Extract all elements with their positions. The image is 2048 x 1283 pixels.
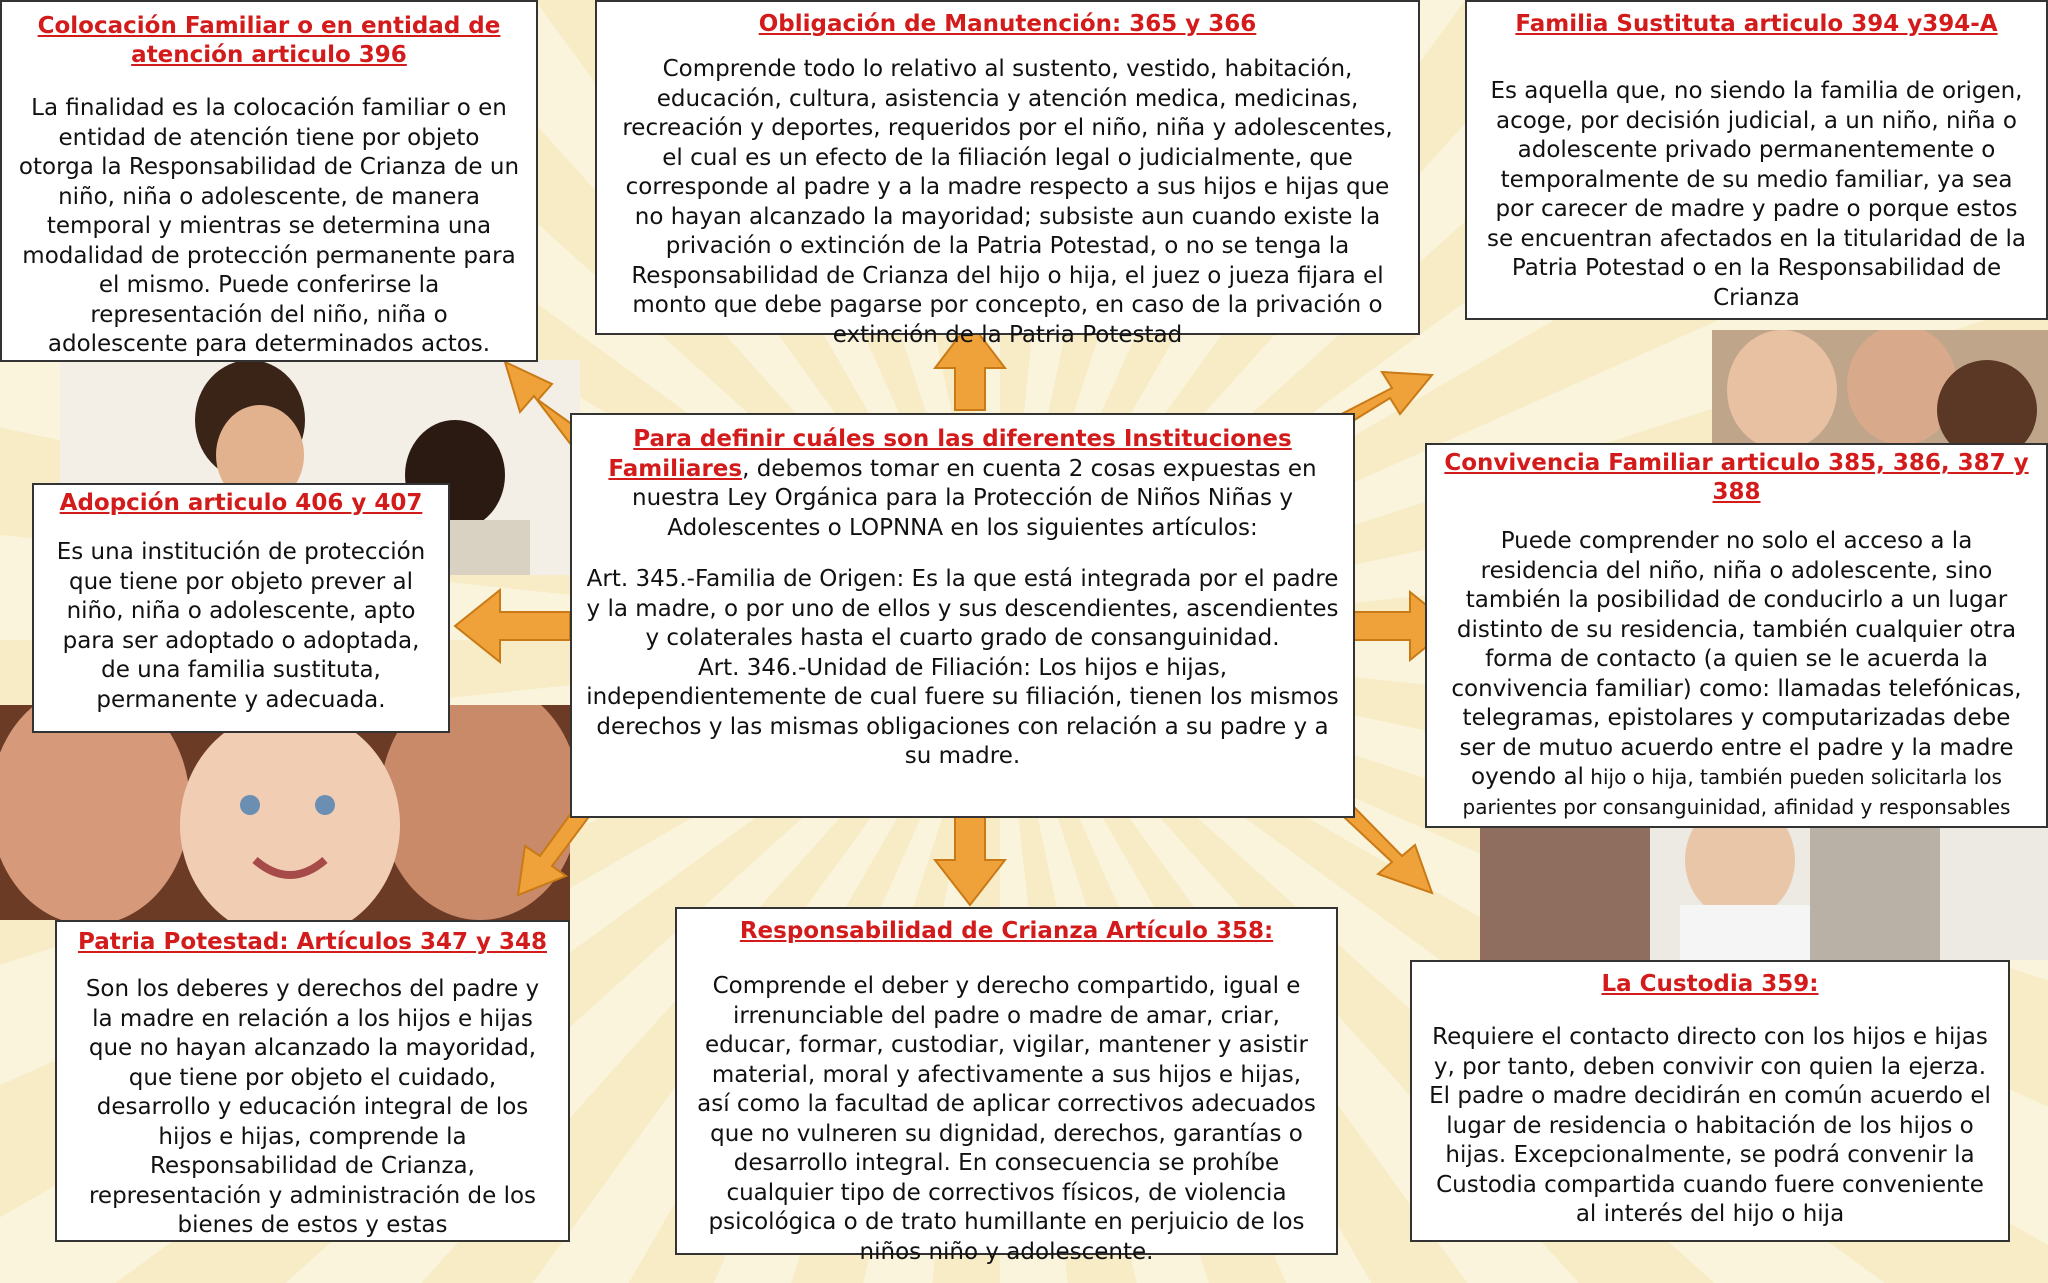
center-art346: Art. 346.-Unidad de Filiación: Los hijos e hijas, independientemente de cual fuere su filiación, tienen los mismos derechos y las mismas obligaciones con relación a su padre y a su madre. (586, 654, 1339, 769)
adopcion-box (32, 483, 450, 733)
adopcion-text: Es una institución de protección que tiene por objeto prever al niño, niña o adolescente, apto para ser adoptado o adoptada, de una familia sustituta, permanente y adecuada. (56, 539, 426, 713)
crianza-text: Comprende el deber y derecho compartido, igual e irrenunciable del padre o madre de amar, criar, educar, formar, custodiar, vigilar, mantener y asistir material, moral y afectivamente a sus hijos e hijas, así como la facultad de aplicar correctivos adecuados que no vulneren su dignidad, derechos, garantías o desarrollo integral. En consecuencia se prohíbe cualquier tipo de correctivos físicos, de violencia psicológica o de trato humillante en perjuicio de los niños niño y adolescente. (697, 973, 1316, 1265)
manutencion-text: Comprende todo lo relativo al sustento, vestido, habitación, educación, cultura, asistencia y atención medica, medicinas, recreación y deportes, requeridos por el niño, niña y adolescentes, el cual es un efecto de la filiación legal o judicialmente, que corresponde al padre y a la madre respecto a sus hijos e hijas que no hayan alcanzado la mayoridad; subsiste aun cuando existe la privación o extinción de la Patria Potestad, o no se tenga la Responsabilidad de Crianza del hijo o hija, el juez o jueza fijara el monto que debe pagarse por concepto, en caso de la privación o extinción de la Patria Potestad (622, 56, 1393, 348)
custodia-title: La Custodia 359: (1601, 971, 1819, 997)
arrow-up-left (505, 362, 580, 446)
arrow-down-right (1345, 808, 1432, 893)
manutencion-box (595, 0, 1420, 348)
center-intro: , debemos tomar en cuenta 2 cosas expuestas en nuestra Ley Orgánica para la Protección de Niños Niñas y Adolescentes o LOPNNA en los siguientes artículos: (632, 455, 1317, 541)
convivencia-text (1443, 527, 2030, 822)
sustituta-text: Es aquella que, no siendo la familia de origen, acoge, por decisión judicial, a un niño, niña o adolescente privado permanentemente o temporalmente de su medio familiar, ya sea por carecer de madre y padre o porque estos se encuentran afectados en la titularidad de la Patria Potestad o en la Responsabilidad de Crianza (1487, 78, 2026, 311)
center-art345: Art. 345.-Familia de Origen: Es la que está integrada por el padre y la madre, o por uno de ellos y sus descendientes, ascendientes y colaterales hasta el cuarto grado de consanguinidad. (586, 566, 1339, 651)
arrow-down-left (518, 808, 588, 895)
custodia-text: Requiere el contacto directo con los hijos e hijas y, por tanto, deben convivir con quien la ejerza. El padre o madre decidirán en común acuerdo el lugar de residencia o habitación de los hijos o hijas. Excepcionalmente, se podrá convenir la Custodia compartida cuando fuere conveniente al interés del hijo o hija (1429, 1024, 1991, 1227)
patria-text: Son los deberes y derechos del padre y la madre en relación a los hijos e hijas que no hayan alcanzado la mayoridad, que tiene por objeto el cuidado, desarrollo y educación integral de los hijos e hijas, comprende la Responsabilidad de Crianza, representación y administración de los bienes de estos y estas (85, 976, 540, 1238)
custodia-box (1410, 960, 2010, 1242)
center-title: Para definir cuáles son las diferentes Instituciones Familiares (608, 426, 1292, 482)
convivencia-text-main: Puede comprender no solo el acceso a la residencia del niño, niña o adolescente, sino también la posibilidad de conducirlo a un lugar distinto de su residencia, también cualquier otra forma de contacto (a quien se le acuerda la convivencia familiar) como: llamadas telefónicas, telegramas, epistolares y computarizadas debe ser de mutuo acuerdo entre el padre y la madre oyendo al (1451, 528, 2022, 790)
colocacion-title: Colocación Familiar o en entidad de atención articulo 396 (37, 13, 501, 68)
manutencion-title: Obligación de Manutención: 365 y 366 (758, 11, 1257, 37)
center-box (570, 413, 1355, 818)
arrow-left (455, 590, 570, 662)
convivencia-box (1425, 443, 2048, 828)
adopcion-title: Adopción articulo 406 y 407 (59, 490, 423, 516)
colocacion-text: La finalidad es la colocación familiar o en entidad de atención tiene por objeto otorga la Responsabilidad de Crianza de un niño, niña o adolescente, de manera temporal y mientras se determina una modalidad de protección permanente para el mismo. Puede conferirse la representación del niño, niña o adolescente para determinados actos. (18, 95, 520, 357)
crianza-title: Responsabilidad de Crianza Artículo 358: (739, 918, 1274, 944)
convivencia-text-small: hijo o hija, también pueden solicitarla los parientes por consanguinidad, afinidad y responsables (1462, 765, 2011, 819)
sustituta-title: Familia Sustituta articulo 394 y394-A (1515, 11, 1998, 37)
sustituta-box (1465, 0, 2048, 320)
patria-box (55, 920, 570, 1242)
colocacion-box (0, 0, 538, 362)
patria-title: Patria Potestad: Artículos 347 y 348 (77, 929, 548, 955)
arrow-down (935, 805, 1005, 905)
convivencia-title: Convivencia Familiar articulo 385, 386, 387 y 388 (1444, 450, 2029, 505)
crianza-box (675, 907, 1338, 1265)
